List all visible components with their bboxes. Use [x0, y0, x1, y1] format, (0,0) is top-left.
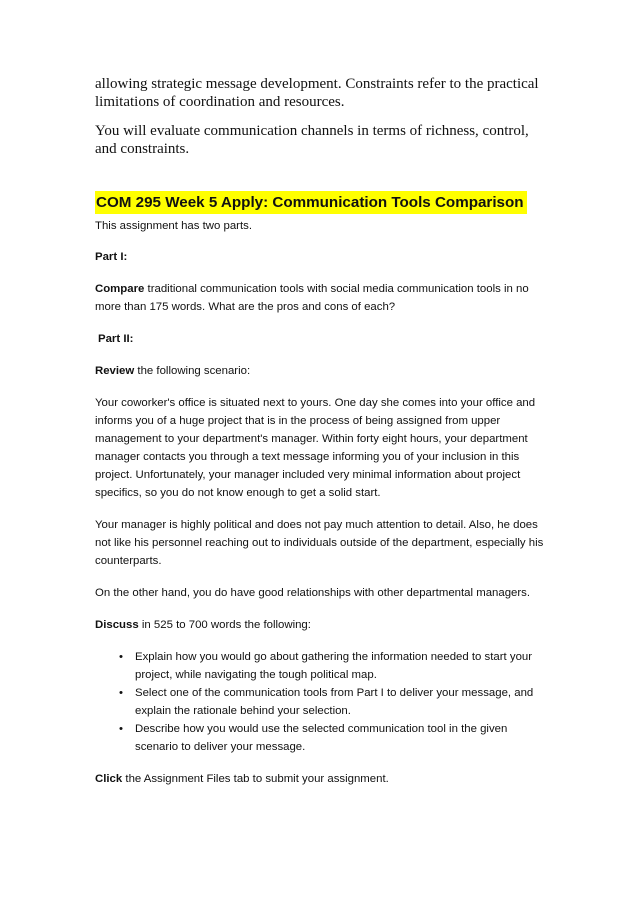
discuss-verb: Discuss [95, 619, 139, 631]
assignment-heading: COM 295 Week 5 Apply: Communication Tools Comparison [95, 191, 527, 214]
intro-paragraph-1: allowing strategic message development. Constraints refer to the practical limitations of coordination and resources. [95, 76, 539, 110]
part2-label [95, 330, 555, 348]
part2-label-text: Part II: [98, 333, 134, 345]
part1-text: traditional communication tools with social media communication tools in no more than 175 words. What are the pros and cons of each? [95, 283, 529, 313]
list-item [95, 684, 540, 720]
bullet-text: Explain how you would go about gathering the information needed to start your project, while navigating the tough political map. [135, 651, 533, 681]
click-verb: Click [95, 773, 123, 785]
bullet-text: Describe how you would use the selected communication tool in the given scenario to deliver your message. [135, 723, 508, 753]
part1-label-text: Part I: [95, 251, 128, 263]
document-page [95, 76, 555, 788]
bullet-text: Select one of the communication tools from Part I to deliver your message, and explain the rationale behind your selection. [135, 687, 534, 717]
review-instructions [95, 362, 555, 380]
click-text: the Assignment Files tab to submit your assignment. [122, 773, 389, 785]
intro-paragraph-2: You will evaluate communication channels in terms of richness, control, and constraints. [95, 123, 529, 157]
review-verb: Review [95, 365, 135, 377]
click-instructions [95, 770, 555, 788]
list-item [95, 648, 540, 684]
bullet-icon: • [119, 651, 123, 663]
list-item [95, 720, 540, 756]
review-text: the following scenario: [134, 365, 251, 377]
part1-instructions [95, 280, 550, 316]
scenario-paragraph-2: Your manager is highly political and does not pay much attention to detail. Also, he does not like his personnel reaching out to individuals outside of the department, especially his counterparts. [95, 519, 544, 567]
bullet-icon: • [119, 723, 123, 735]
part1-label [95, 248, 555, 266]
discuss-text: in 525 to 700 words the following: [138, 619, 311, 631]
part1-verb: Compare [95, 283, 145, 295]
discuss-bullet-list [95, 648, 540, 756]
discuss-instructions [95, 616, 555, 634]
bullet-icon: • [119, 687, 123, 699]
parts-intro: This assignment has two parts. [95, 220, 253, 232]
scenario-paragraph-1: Your coworker's office is situated next to yours. One day she comes into your office and informs you of a huge project that is in the process of being assigned from upper management to your department's manager. Within forty eight hours, your department manager contacts you through a text message informing you of your inclusion in this project. Unfortunately, your manager included very minimal information about project specifics, so you do not know enough to get a solid start. [95, 397, 536, 499]
scenario-paragraph-3: On the other hand, you do have good relationships with other departmental managers. [95, 587, 531, 599]
